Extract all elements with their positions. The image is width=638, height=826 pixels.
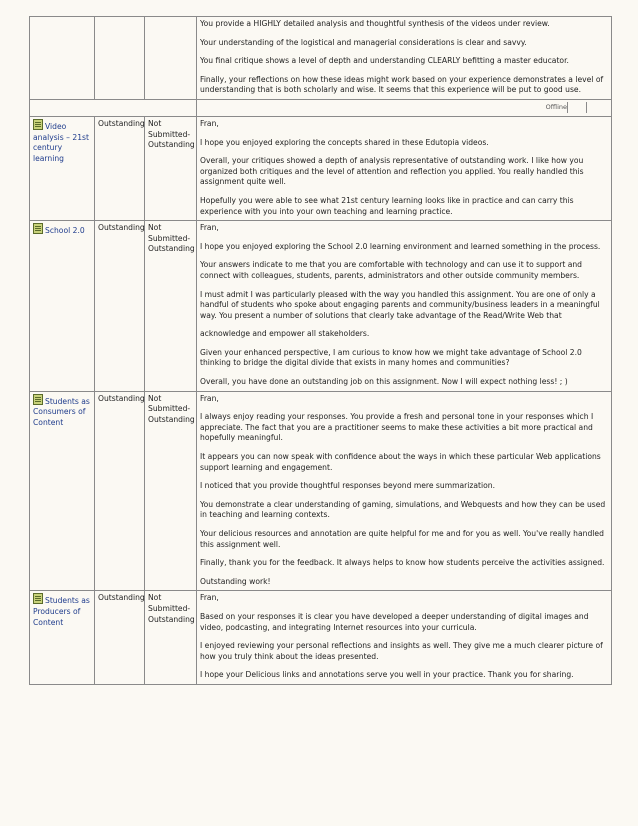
feedback-cell: [197, 116, 612, 220]
assignment-name-cell: [30, 116, 95, 220]
assignment-name-link[interactable]: Video analysis – 21st century learning: [33, 121, 89, 163]
grade-value: Outstanding: [98, 593, 145, 603]
feedback-paragraph: Fran,: [200, 118, 219, 128]
divider: [567, 102, 586, 113]
document-icon: [33, 119, 43, 130]
feedback-paragraph: I always enjoy reading your responses. You provide a fresh and personal tone in your responses which I appreciate. The fact that you are a practitioner seems to make these activities a bit more practical and hopefully meaningful.: [200, 412, 594, 443]
feedback-paragraph: Your delicious resources and annotation are quite helpful for me and for you as well. You've really handled this assignment well.: [200, 529, 604, 549]
feedback-paragraph: I hope your Delicious links and annotations serve you well in your practice. Thank you for sharing.: [200, 670, 574, 680]
assignment-row: [30, 591, 612, 685]
feedback-paragraph: I hope you enjoyed exploring the School 2.0 learning environment and learned something in the process.: [200, 241, 601, 251]
grade-cell: [95, 591, 145, 685]
feedback-paragraph: Outstanding work!: [200, 576, 271, 586]
empty-cell: [95, 17, 145, 100]
feedback-paragraph: You final critique shows a level of depth and understanding CLEARLY befitting a master educator.: [200, 56, 569, 66]
feedback-paragraph: Based on your responses it is clear you have developed a deeper understanding of digital images and video, podcasting, and integrating Internet resources into your curricula.: [200, 611, 589, 632]
feedback-paragraph: acknowledge and empower all stakeholders.: [200, 329, 370, 339]
assignment-name-cell: [30, 391, 95, 591]
feedback-paragraph: You demonstrate a clear understanding of gaming, simulations, and Webquests and how they can be used in teaching and learning contexts.: [200, 499, 606, 520]
status-cell: [145, 221, 197, 392]
feedback-paragraph: I must admit I was particularly pleased with the way you handled this assignment. You are one of only a handful of students who spoke about engaging parents and community/business leaders in a meaningful way. You present a number of solutions that clearly take advantage of the Read/Write Web that: [200, 289, 600, 320]
grade-cell: [95, 391, 145, 591]
feedback-paragraph: You provide a HIGHLY detailed analysis and thoughtful synthesis of the videos under review.: [200, 19, 550, 28]
assignment-name-link[interactable]: School 2.0: [45, 226, 85, 236]
feedback-cell: [197, 391, 612, 591]
document-icon: [33, 223, 43, 234]
assignment-row: [30, 221, 612, 392]
feedback-paragraph: Fran,: [200, 593, 219, 603]
assignment-name-cell: [30, 221, 95, 392]
top-feedback-cell: [197, 17, 612, 100]
feedback-paragraph: Fran,: [200, 393, 219, 403]
empty-cell: [30, 17, 95, 100]
feedback-paragraph: Overall, your critiques showed a depth of analysis representative of outstanding work. I like how you organized both critiques and the level of attention and reflection you applied. You really handled this assignment quite well.: [200, 156, 584, 187]
assignment-row: [30, 116, 612, 220]
feedback-paragraph: Your understanding of the logistical and managerial considerations is clear and savvy.: [200, 37, 527, 47]
grade-value: Outstanding: [98, 223, 145, 233]
empty-cell: [145, 17, 197, 100]
feedback-paragraph: Overall, you have done an outstanding job on this assignment. Now I will expect nothing less! ; ): [200, 377, 568, 387]
submission-status: Not Submitted-Outstanding: [148, 393, 195, 424]
offline-status-cell: [197, 99, 612, 116]
feedback-paragraph: Fran,: [200, 223, 219, 233]
divider: [586, 102, 605, 113]
grade-cell: [95, 116, 145, 220]
feedback-paragraph: I hope you enjoyed exploring the concepts shared in these Edutopia videos.: [200, 137, 489, 147]
grade-value: Outstanding: [98, 118, 145, 128]
grade-cell: [95, 221, 145, 392]
assignment-name-link[interactable]: Students as Producers of Content: [33, 596, 90, 627]
feedback-paragraph: Finally, thank you for the feedback. It always helps to know how students perceive the activities assigned.: [200, 558, 605, 568]
assignment-row: [30, 391, 612, 591]
status-cell: [145, 116, 197, 220]
feedback-paragraph: Given your enhanced perspective, I am curious to know how we might take advantage of School 2.0 thinking to bridge the digital divide that exists in many homes and communities?: [200, 347, 582, 368]
feedback-paragraph: I noticed that you provide thoughtful responses beyond mere summarization.: [200, 481, 495, 491]
offline-row: [30, 99, 612, 116]
document-icon: [33, 394, 43, 405]
assignment-name-link[interactable]: Students as Consumers of Content: [33, 396, 90, 427]
submission-status: Not Submitted-Outstanding: [148, 118, 195, 150]
assignment-name-cell: [30, 591, 95, 685]
offline-label: Offline: [545, 102, 567, 111]
empty-cell: [30, 99, 197, 116]
document-icon: [33, 593, 43, 604]
feedback-table: [29, 16, 612, 685]
feedback-paragraph: Your answers indicate to me that you are comfortable with technology and can use it to support and connect with colleagues, students, parents, administrators and other outside community members.: [200, 260, 582, 280]
submission-status: Not Submitted-Outstanding: [148, 223, 195, 254]
feedback-paragraph: Hopefully you were able to see what 21st century learning looks like in practice and can carry this experience with you into your own teaching and learning practice.: [200, 195, 574, 216]
feedback-cell: [197, 221, 612, 392]
grade-value: Outstanding: [98, 393, 145, 403]
top-feedback-row: [30, 17, 612, 100]
feedback-paragraph: Finally, your reflections on how these ideas might work based on your experience demonstrates a level of understanding that is both scholarly and wise. It seems that this experience will be put to good use.: [200, 74, 604, 95]
status-cell: [145, 591, 197, 685]
submission-status: Not Submitted-Outstanding: [148, 593, 195, 624]
status-cell: [145, 391, 197, 591]
feedback-paragraph: I enjoyed reviewing your personal reflections and insights as well. They give me a much clearer picture of how you truly think about the ideas presented.: [200, 641, 603, 661]
feedback-paragraph: It appears you can now speak with confidence about the ways in which these particular Web applications support learning and engagement.: [200, 452, 601, 472]
feedback-cell: [197, 591, 612, 685]
